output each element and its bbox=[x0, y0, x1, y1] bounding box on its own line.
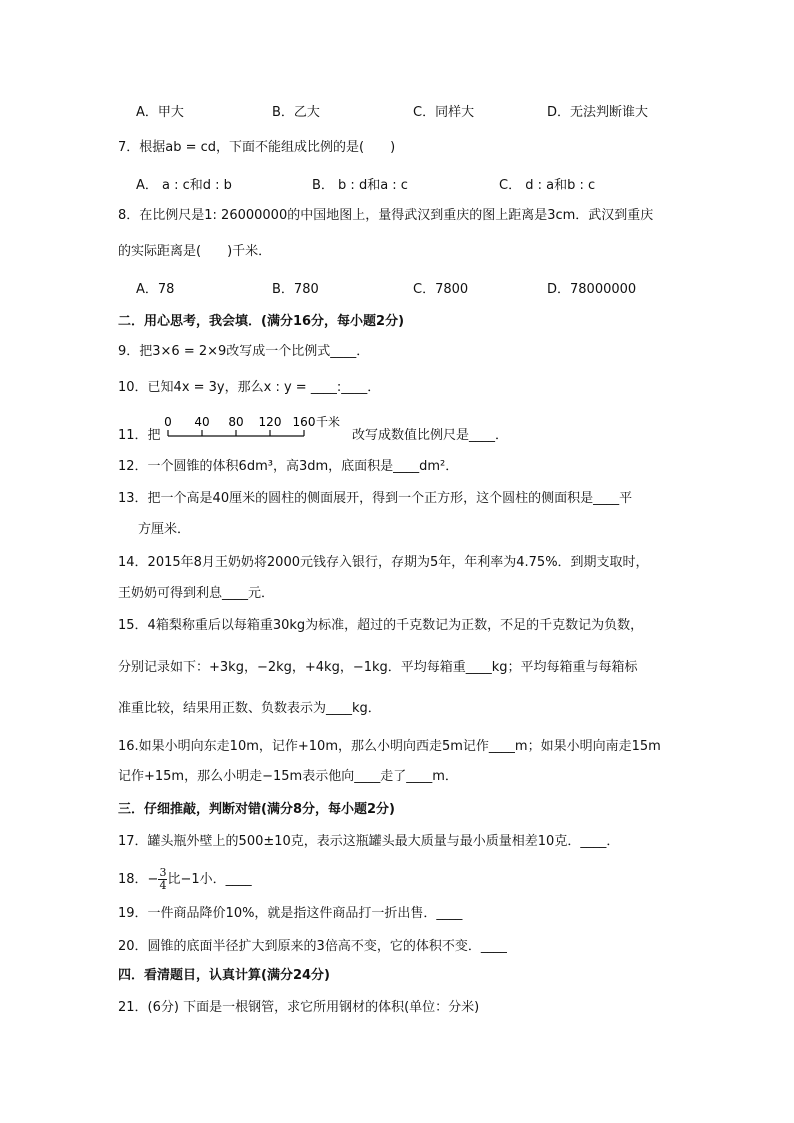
q6-option-c: C．同样大 bbox=[413, 105, 475, 120]
q15-question-line1: 15．4箱梨称重后以每箱重30kg为标准，超过的千克数记为正数，不足的千克数记为负数， bbox=[118, 618, 644, 633]
q7-option-c: C． d : a和b : c bbox=[499, 178, 596, 193]
q8-option-a: A．78 bbox=[136, 282, 175, 297]
section3-heading: 三．仔细推敲，判断对错(满分8分，每小题2分) bbox=[118, 802, 395, 817]
section2-heading: 二．用心思考，我会填．(满分16分，每小题2分) bbox=[118, 314, 405, 329]
q8-option-c: C．7800 bbox=[413, 282, 469, 297]
q20-question: 20．圆锥的底面半径扩大到原来的3倍高不变，它的体积不变．____ bbox=[118, 939, 507, 954]
q15-question-line3: 准重比较，结果用正数、负数表示为____kg． bbox=[118, 701, 381, 716]
scale-label-40: 40 bbox=[194, 415, 210, 429]
q17-question: 17．罐头瓶外壁上的500±10克，表示这瓶罐头最大质量与最小质量相差10克．____． bbox=[118, 834, 620, 849]
q6-option-d: D．无法判断谁大 bbox=[547, 105, 649, 120]
q19-question: 19．一件商品降价10%，就是指这件商品打一折出售．____ bbox=[118, 906, 463, 921]
scale-label-160: 160 bbox=[292, 415, 316, 429]
q8-question-line1: 8．在比例尺是1: 26000000的中国地图上，量得武汉到重庆的图上距离是3cm．武汉到重庆 bbox=[118, 208, 654, 223]
section4-heading: 四．看清题目，认真计算(满分24分) bbox=[118, 968, 330, 983]
q16-question-line1: 16.如果小明向东走10m，记作+10m，那么小明向西走5m记作____m；如果小明向南走15m bbox=[118, 739, 661, 754]
q6-option-a: A．甲大 bbox=[136, 105, 184, 120]
q8-option-b: B．780 bbox=[272, 282, 319, 297]
q14-question-line1: 14．2015年8月王奶奶将2000元钱存入银行，存期为5年，年利率为4.75%．到期支取时， bbox=[118, 555, 649, 570]
scale-label-0: 0 bbox=[164, 415, 172, 429]
q7-option-a: A． a : c和d : b bbox=[136, 178, 232, 193]
q7-option-b: B． b : d和a : c bbox=[312, 178, 408, 193]
q18-fraction-denominator: 4 bbox=[159, 879, 167, 892]
q18-prefix: 18．− bbox=[118, 872, 159, 887]
q13-question-line2: 方厘米． bbox=[138, 522, 191, 537]
q11-suffix: 改写成数值比例尺是____． bbox=[352, 428, 509, 443]
q12-question: 12．一个圆锥的体积6dm³，高3dm，底面积是____dm²． bbox=[118, 459, 459, 474]
q21-question: 21．(6分) 下面是一根钢管，求它所用钢材的体积(单位：分米) bbox=[118, 1000, 480, 1015]
scale-label-120: 120 bbox=[258, 415, 282, 429]
q14-question-line2: 王奶奶可得到利息____元． bbox=[118, 586, 275, 601]
q8-question-line2: 的实际距离是( )千米． bbox=[118, 244, 272, 259]
q18-fraction-numerator: 3 bbox=[159, 866, 167, 879]
q9-question: 9．把3×6 = 2×9改写成一个比例式____． bbox=[118, 344, 370, 359]
q18-question bbox=[118, 867, 252, 892]
q15-question-line2: 分别记录如下：+3kg，−2kg，+4kg，−1kg．平均每箱重____kg；平均每箱重与每箱标 bbox=[118, 660, 638, 675]
scale-unit-label: 千米 bbox=[316, 415, 341, 429]
q11-scale-bar bbox=[160, 413, 360, 443]
q10-question: 10．已知4x = 3y，那么x : y = ____:____． bbox=[118, 380, 381, 395]
q13-question-line1: 13．把一个高是40厘米的圆柱的侧面展开，得到一个正方形，这个圆柱的侧面积是____平 bbox=[118, 491, 633, 506]
q8-option-d: D．78000000 bbox=[547, 282, 637, 297]
q16-question-line2: 记作+15m，那么小明走−15m表示他向____走了____m． bbox=[118, 769, 458, 784]
scale-label-80: 80 bbox=[228, 415, 244, 429]
q7-question: 7．根据ab = cd，下面不能组成比例的是( ) bbox=[118, 140, 396, 155]
q6-option-b: B．乙大 bbox=[272, 105, 320, 120]
q18-suffix: 比−1小．____ bbox=[167, 872, 252, 887]
q11-prefix: 11．把 bbox=[118, 428, 161, 443]
